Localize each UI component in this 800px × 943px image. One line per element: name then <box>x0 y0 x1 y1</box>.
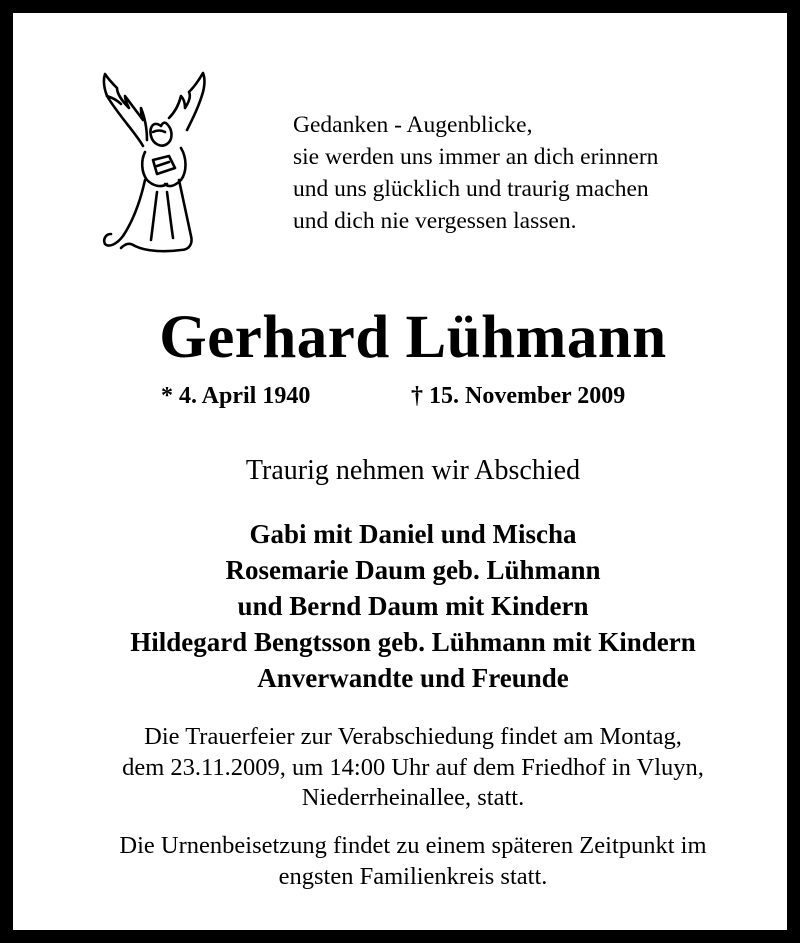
ceremony-line: dem 23.11.2009, um 14:00 Uhr auf dem Friedhof in Vluyn, <box>122 753 704 781</box>
mourners-list <box>13 516 800 696</box>
ceremony-line: Niederrheinallee, statt. <box>301 784 525 811</box>
angel-icon <box>95 68 215 258</box>
urn-line: engsten Familienkreis statt. <box>278 862 548 890</box>
poem-line: und uns glücklich und traurig machen <box>293 176 649 202</box>
poem-line: sie werden uns immer an dich erinnern <box>293 144 659 170</box>
urn-line: Die Urnenbeisetzung findet zu einem späteren Zeitpunkt im <box>119 832 707 859</box>
mourner-line: Rosemarie Daum geb. Lühmann <box>225 555 601 585</box>
mourner-line: Gabi mit Daniel und Mischa <box>249 519 577 549</box>
deceased-name: Gerhard Lühmann <box>159 304 667 371</box>
poem-line: Gedanken - Augenblicke, <box>293 112 533 138</box>
birth-date: * 4. April 1940 <box>161 383 311 409</box>
mourner-line: Anverwandte und Freunde <box>257 663 569 693</box>
mourner-line: und Bernd Daum mit Kindern <box>237 591 589 621</box>
ceremony-notice <box>13 722 800 814</box>
poem <box>293 109 658 237</box>
farewell-text: Traurig nehmen wir Abschied <box>245 455 581 486</box>
urn-burial-notice <box>13 831 800 892</box>
poem-line: und dich nie vergessen lassen. <box>293 208 577 234</box>
death-date: † 15. November 2009 <box>411 383 626 409</box>
ceremony-line: Die Trauerfeier zur Verabschiedung findet am Montag, <box>144 723 682 750</box>
mourner-line: Hildegard Bengtsson geb. Lühmann mit Kindern <box>130 627 696 657</box>
